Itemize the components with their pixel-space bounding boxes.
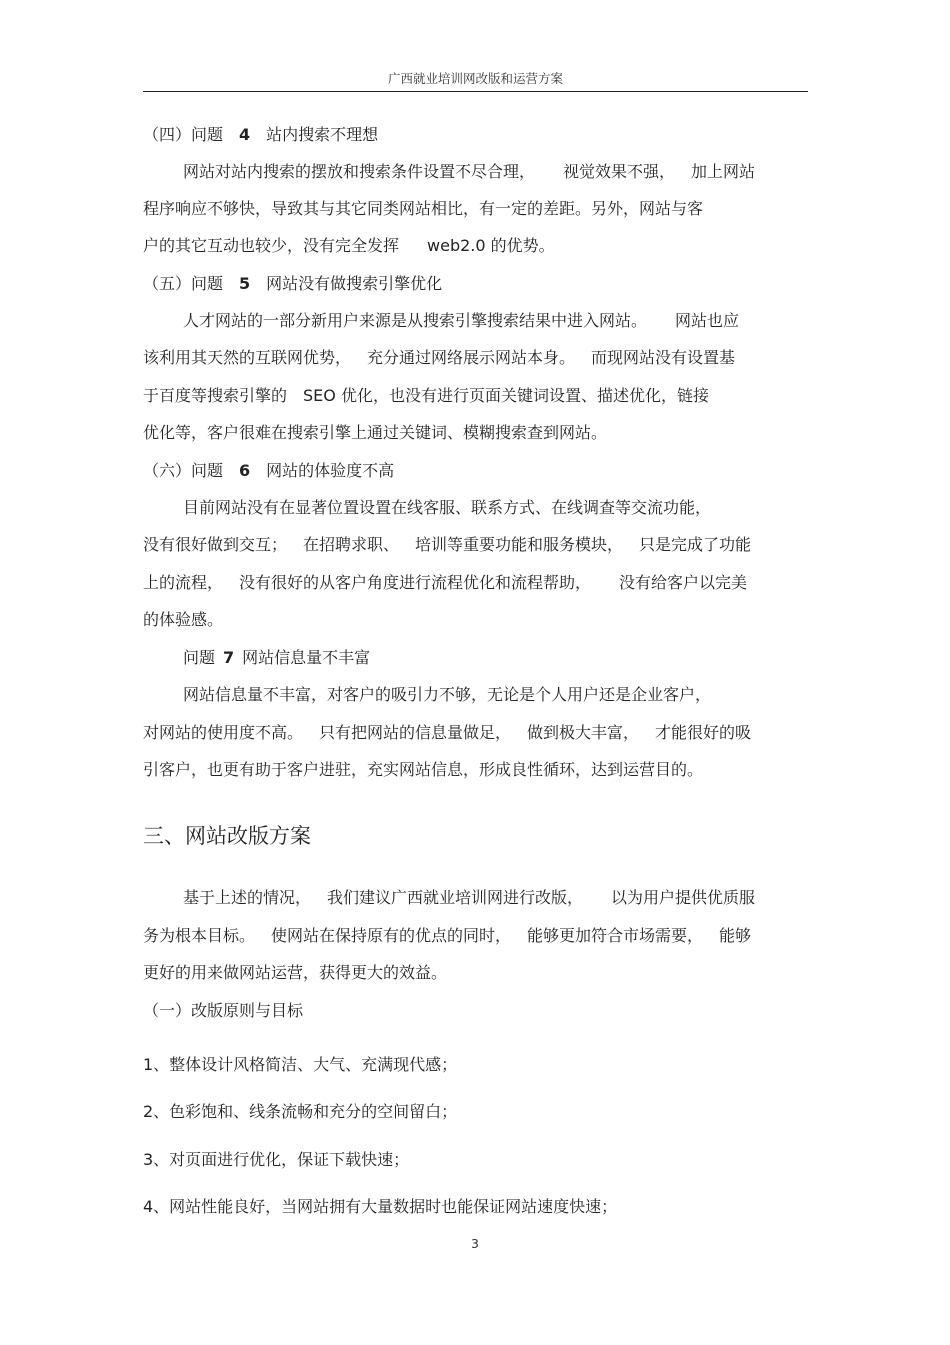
text-run: 以为用户提供优质服 (611, 888, 756, 907)
problem-7-number: 7 (223, 648, 235, 667)
list-item: 4、网站性能良好，当网站拥有大量数据时也能保证网站速度快速； (143, 1197, 618, 1216)
text-run: 户的其它互动也较少，没有完全发挥 (143, 236, 400, 255)
problem-4-title: 站内搜索不理想 (266, 125, 379, 144)
text-run: 于百度等搜索引擎的 (143, 386, 288, 405)
text-run: 的体验感。 (143, 610, 224, 629)
text-run: SEO 优化，也没有进行页面关键词设置、描述优化，链接 (303, 386, 709, 405)
problem-5-prefix: （五）问题 (143, 274, 224, 293)
list-item: 3、对页面进行优化，保证下载快速； (143, 1150, 410, 1169)
problem-5-line-3 (143, 385, 808, 407)
problem-6-number: 6 (239, 461, 251, 480)
section-3-intro-line-1 (183, 887, 808, 909)
text-run: 没有很好的从客户角度进行流程优化和流程帮助， (239, 573, 592, 592)
text-run: 网站也应 (675, 311, 740, 330)
text-run: web2.0 的优势。 (427, 236, 555, 255)
text-run: 更好的用来做网站运营，获得更大的效益。 (143, 963, 448, 982)
problem-5-number: 5 (239, 274, 251, 293)
problem-7-line-2 (143, 722, 808, 744)
problem-7-prefix: 问题 (183, 648, 216, 667)
text-run: 目前网站没有在显著位置设置在线客服、联系方式、在线调查等交流功能， (183, 498, 712, 517)
text-run: 没有很好做到交互； (143, 535, 288, 554)
section-3-subheading: （一）改版原则与目标 (143, 1001, 304, 1020)
problem-5-line-4 (143, 422, 808, 444)
text-run: 务为根本目标。 (143, 926, 256, 945)
text-run: 充分通过网络展示网站本身。 (367, 348, 576, 367)
text-run: 上的流程， (143, 573, 224, 592)
problem-4-number: 4 (239, 125, 251, 144)
text-run: 加上网站 (691, 162, 756, 181)
problem-7-title: 网站信息量不丰富 (242, 648, 371, 667)
text-run: 使网站在保持原有的优点的同时， (271, 926, 512, 945)
page-header-title: 广西就业培训网改版和运营方案 (387, 71, 563, 86)
text-run: 只有把网站的信息量做足， (319, 723, 512, 742)
problem-7-line-3 (143, 759, 808, 781)
text-run: 没有给客户以完美 (619, 573, 748, 592)
problem-6-heading (143, 460, 808, 482)
problem-6-line-2 (143, 534, 808, 556)
text-run: 引客户，也更有助于客户进驻，充实网站信息，形成良性循环，达到运营目的。 (143, 760, 704, 779)
problem-6-prefix: （六）问题 (143, 461, 224, 480)
problem-4-line-3 (143, 235, 808, 257)
text-run: 只是完成了功能 (639, 535, 752, 554)
problem-7-line-1 (183, 684, 808, 706)
problem-5-line-1 (183, 310, 808, 332)
problem-4-line-1 (183, 161, 808, 183)
text-run: 而现网站没有设置基 (591, 348, 736, 367)
text-run: 基于上述的情况， (183, 888, 312, 907)
text-run: 培训等重要功能和服务模块， (415, 535, 624, 554)
list-item: 1、整体设计风格简洁、大气、充满现代感； (143, 1055, 458, 1074)
text-run: 做到极大丰富， (527, 723, 640, 742)
problem-4-heading (143, 124, 808, 146)
list-item: 2、色彩饱和、线条流畅和充分的空间留白； (143, 1102, 458, 1121)
text-run: 程序响应不够快，导致其与其它同类网站相比，有一定的差距。另外，网站与客 (143, 199, 704, 218)
section-3-intro-line-3 (143, 962, 808, 984)
section-3-title: 三、网站改版方案 (143, 824, 311, 848)
text-run: 我们建议广西就业培训网进行改版， (327, 888, 584, 907)
text-run: 优化等，客户很难在搜索引擎上通过关键词、模糊搜索查到网站。 (143, 423, 608, 442)
problem-5-line-2 (143, 347, 808, 369)
text-run: 能够 (719, 926, 752, 945)
text-run: 网站对站内搜索的摆放和搜索条件设置不尽合理， (183, 162, 536, 181)
problem-7-heading (183, 647, 808, 669)
text-run: 人才网站的一部分新用户来源是从搜索引擎搜索结果中进入网站。 (183, 311, 648, 330)
page-number: 3 (471, 1236, 479, 1251)
problem-5-heading (143, 273, 808, 295)
problem-6-line-1 (183, 497, 808, 519)
text-run: 在招聘求职、 (303, 535, 400, 554)
text-run: 对网站的使用度不高。 (143, 723, 304, 742)
text-run: 才能很好的吸 (655, 723, 752, 742)
text-run: 该利用其天然的互联网优势， (143, 348, 352, 367)
text-run: 能够更加符合市场需要， (527, 926, 704, 945)
problem-6-line-3 (143, 572, 808, 594)
problem-6-line-4 (143, 609, 808, 631)
problem-6-title: 网站的体验度不高 (266, 461, 395, 480)
header-divider (143, 91, 808, 92)
text-run: 视觉效果不强， (563, 162, 676, 181)
section-3-intro-line-2 (143, 925, 808, 947)
problem-4-prefix: （四）问题 (143, 125, 224, 144)
problem-4-line-2 (143, 198, 808, 220)
text-run: 网站信息量不丰富，对客户的吸引力不够，无论是个人用户还是企业客户， (183, 685, 712, 704)
problem-5-title: 网站没有做搜索引擎优化 (266, 274, 443, 293)
